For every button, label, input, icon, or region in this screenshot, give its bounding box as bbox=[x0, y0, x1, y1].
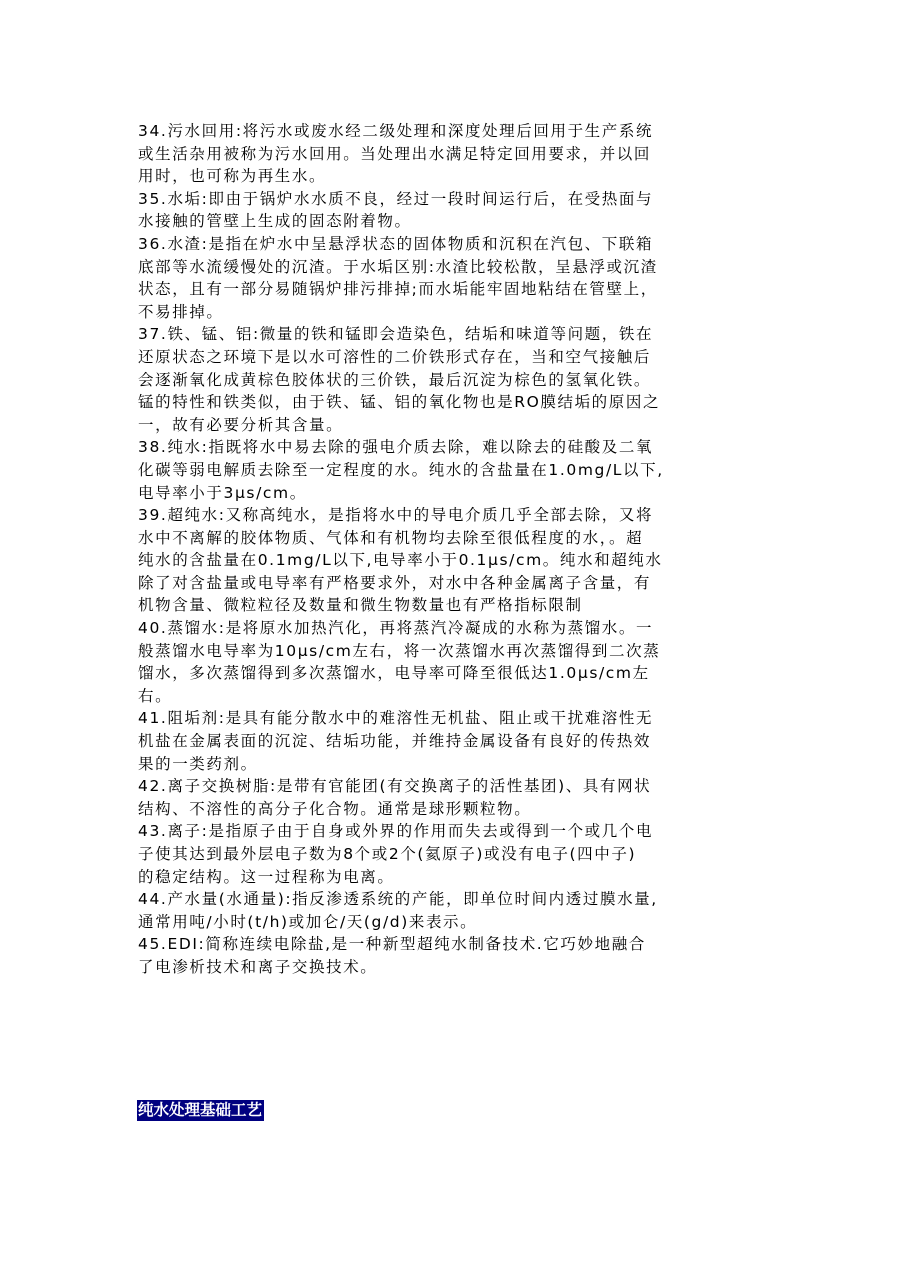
text-line: 39.超纯水:又称高纯水，是指将水中的导电介质几乎全部去除，又将 bbox=[138, 506, 654, 525]
text-line: 锰的特性和铁类似，由于铁、锰、铝的氧化物也是RO膜结垢的原因之 bbox=[138, 393, 661, 412]
text-line: 37.铁、锰、铝:微量的铁和锰即会造染色，结垢和味道等问题，铁在 bbox=[138, 325, 654, 344]
text-line: 化碳等弱电解质去除至一定程度的水。纯水的含盐量在1.0mg/L以下, bbox=[138, 460, 664, 479]
text-line: 纯水的含盐量在0.1mg/L以下,电导率小于0.1μs/cm。纯水和超纯水 bbox=[138, 551, 663, 570]
text-line: 右。 bbox=[138, 686, 173, 705]
text-line: 除了对含盐量或电导率有严格要求外，对水中各种金属离子含量，有 bbox=[138, 573, 652, 592]
text-line: 馏水，多次蒸馏得到多次蒸馏水，电导率可降至很低达1.0μs/cm左 bbox=[138, 664, 650, 683]
text-line: 会逐渐氧化成黄棕色胶体状的三价铁，最后沉淀为棕色的氢氧化铁。 bbox=[138, 370, 652, 389]
text-line: 的稳定结构。这一过程称为电离。 bbox=[138, 867, 395, 886]
text-line: 子使其达到最外层电子数为8个或2个(氦原子)或没有电子(四中子) bbox=[138, 845, 637, 863]
text-line: 35.水垢:即由于锅炉水水质不良，经过一段时间运行后，在受热面与 bbox=[138, 189, 654, 208]
text-line: 43.离子:是指原子由于自身或外界的作用而失去或得到一个或几个电 bbox=[138, 822, 654, 841]
text-line: 水接触的管壁上生成的固态附着物。 bbox=[138, 212, 412, 231]
text-line: 41.阻垢剂:是具有能分散水中的难溶性无机盐、阻止或干扰难溶性无 bbox=[138, 709, 654, 728]
text-line: 38.纯水:指既将水中易去除的强电介质去除，难以除去的硅酸及二氧 bbox=[138, 438, 654, 457]
text-line: 或生活杂用被称为污水回用。当处理出水满足特定回用要求，并以回 bbox=[138, 144, 652, 163]
text-line: 一，故有必要分析其含量。 bbox=[138, 415, 344, 434]
text-line: 机物含量、微粒粒径及数量和微生物数量也有严格指标限制 bbox=[138, 596, 583, 615]
text-line: 结构、不溶性的高分子化合物。通常是球形颗粒物。 bbox=[138, 799, 532, 818]
text-line: 机盐在金属表面的沉淀、结垢功能，并维持金属设备有良好的传热效 bbox=[138, 732, 652, 751]
text-line: 还原状态之环境下是以水可溶性的二价铁形式存在，当和空气接触后 bbox=[138, 347, 652, 366]
text-line: 36.水渣:是指在炉水中呈悬浮状态的固体物质和沉积在汽包、下联箱 bbox=[138, 234, 654, 253]
text-line: 不易排掉。 bbox=[138, 302, 224, 321]
text-line: 通常用吨/小时(t/h)或加仑/天(g/d)来表示。 bbox=[138, 912, 478, 931]
text-line: 42.离子交换树脂:是带有官能团(有交换离子的活性基团)、具有网状 bbox=[138, 777, 652, 796]
text-line: 用时，也可称为再生水。 bbox=[138, 167, 327, 186]
text-line: 般蒸馏水电导率为10μs/cm左右，将一次蒸馏水再次蒸馏得到二次蒸 bbox=[138, 641, 661, 660]
text-line: 水中不离解的胶体物质、气体和有机物均去除至很低程度的水，。超 bbox=[138, 528, 644, 547]
glossary-body bbox=[138, 120, 778, 979]
text-line: 40.蒸馏水:是将原水加热汽化，再将蒸汽冷凝成的水称为蒸馏水。一 bbox=[138, 619, 654, 638]
text-line: 44.产水量(水通量):指反渗透系统的产能，即单位时间内透过膜水量, bbox=[138, 890, 658, 909]
text-line: 45.EDI:简称连续电除盐,是一种新型超纯水制备技术.它巧妙地融合 bbox=[138, 935, 646, 954]
text-line: 电导率小于3μs/cm。 bbox=[138, 483, 307, 502]
text-line: 状态，且有一部分易随锅炉排污排掉;而水垢能牢固地粘结在管壁上， bbox=[138, 280, 658, 299]
text-line: 果的一类药剂。 bbox=[138, 754, 258, 773]
section-heading: 纯水处理基础工艺 bbox=[138, 1101, 263, 1119]
text-line: 底部等水流缓慢处的沉渣。于水垢区别:水渣比较松散，呈悬浮或沉渣 bbox=[138, 257, 658, 276]
text-line: 了电渗析技术和离子交换技术。 bbox=[138, 957, 378, 976]
text-line: 34.污水回用:将污水或废水经二级处理和深度处理后回用于生产系统 bbox=[138, 122, 654, 140]
